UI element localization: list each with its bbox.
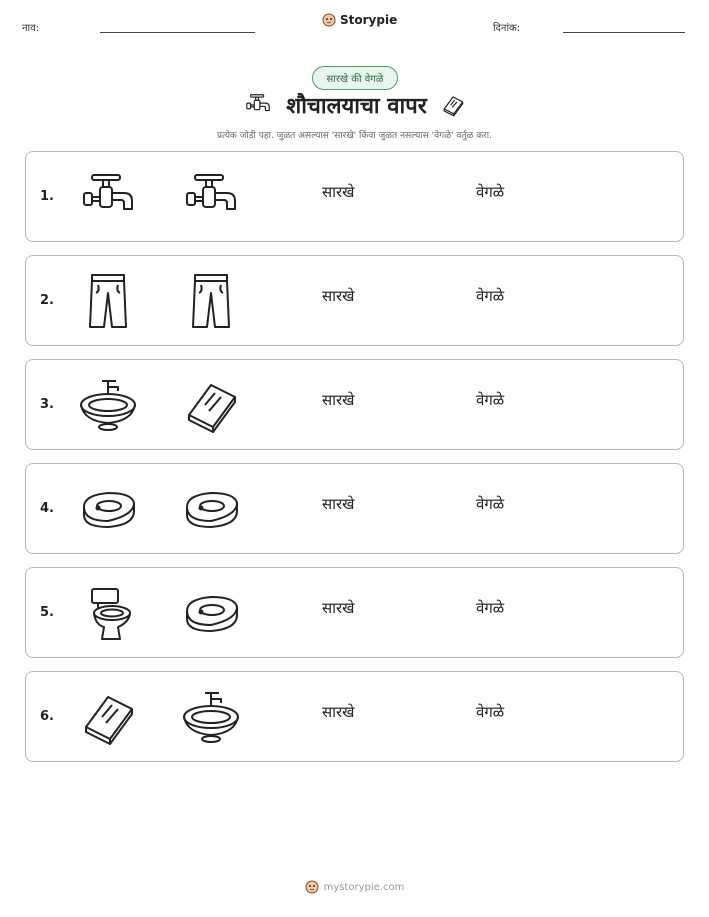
title-row: [0, 88, 709, 122]
question-number: 6.: [40, 709, 54, 724]
instructions: प्रत्येक जोडी पहा. जुळत असल्यास 'सारखे' किंवा जुळत नसल्यास 'वेगळे' वर्तुळ करा.: [216, 131, 492, 141]
option-different[interactable]: वेगळे: [476, 703, 505, 721]
pants-icon: [78, 271, 138, 331]
option-same[interactable]: सारखे: [322, 495, 355, 513]
option-same[interactable]: सारखे: [322, 599, 355, 617]
name-field-line[interactable]: [100, 32, 255, 33]
option-different[interactable]: वेगळे: [476, 183, 505, 201]
faucet-icon: [244, 91, 272, 119]
storypie-mascot-icon: [305, 880, 319, 894]
option-different[interactable]: वेगळे: [476, 287, 505, 305]
faucet-icon: [78, 167, 138, 227]
towel-icon: [78, 687, 138, 747]
towel-icon: [181, 375, 241, 435]
question-row-1: [25, 151, 684, 242]
option-same[interactable]: सारखे: [322, 287, 355, 305]
storypie-mascot-icon: [322, 13, 336, 27]
question-row-4: [25, 463, 684, 554]
question-number: 4.: [40, 501, 54, 516]
question-row-3: [25, 359, 684, 450]
brand-logo: [322, 13, 397, 27]
worksheet-title: शौचालयाचा वापर: [286, 94, 427, 119]
category-badge: सारखे की वेगळे: [312, 66, 398, 90]
question-row-5: [25, 567, 684, 658]
soap-icon: [181, 583, 241, 643]
option-different[interactable]: वेगळे: [476, 391, 505, 409]
option-different[interactable]: वेगळे: [476, 495, 505, 513]
towel-icon: [441, 93, 465, 117]
option-different[interactable]: वेगळे: [476, 599, 505, 617]
date-label: दिनांक:: [493, 23, 521, 34]
date-field-line[interactable]: [563, 32, 685, 33]
question-number: 1.: [40, 189, 54, 204]
sink-icon: [78, 375, 138, 435]
question-number: 5.: [40, 605, 54, 620]
question-row-6: [25, 671, 684, 762]
option-same[interactable]: सारखे: [322, 391, 355, 409]
soap-icon: [181, 479, 241, 539]
option-same[interactable]: सारखे: [322, 183, 355, 201]
question-number: 2.: [40, 293, 54, 308]
footer-url[interactable]: mystorypie.com: [323, 881, 405, 893]
pants-icon: [181, 271, 241, 331]
question-row-2: [25, 255, 684, 346]
brand-name: Storypie: [340, 13, 398, 27]
question-number: 3.: [40, 397, 54, 412]
soap-icon: [78, 479, 138, 539]
faucet-icon: [181, 167, 241, 227]
name-label: नाव:: [22, 23, 40, 34]
footer: [0, 880, 709, 894]
toilet-icon: [78, 583, 138, 643]
sink-icon: [181, 687, 241, 747]
option-same[interactable]: सारखे: [322, 703, 355, 721]
